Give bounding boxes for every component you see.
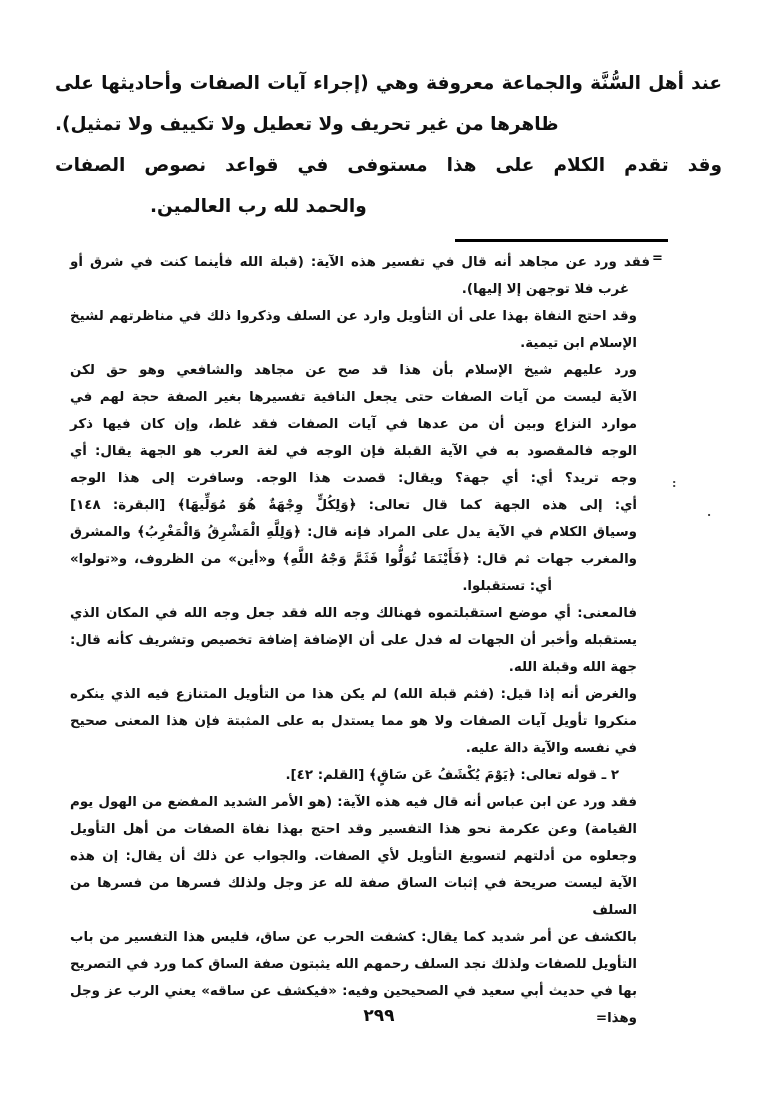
footnote-line: بالكشف عن أمر شديد كما يقال: كشفت الحرب عن ساق، فليس هذا التفسير من باب bbox=[70, 930, 637, 945]
footnote-continuation-marker: = bbox=[652, 251, 663, 266]
footnote-line: موارد النزاع وبين أن من عدها في آيات الصفات فقد غلط، وإن كان فيها ذكر bbox=[70, 417, 637, 432]
footnote-line: والغرض أنه إذا قيل: (فثم قبلة الله) لم يكن هذا من التأويل المتنازع فيه الذي ينكره bbox=[70, 687, 637, 702]
footnote-line: وسياق الكلام في الآية يدل على المراد فإنه قال: ﴿وَلِلَّهِ الْمَشْرِقُ وَالْمَغْرِبُ﴾ والمشرق bbox=[70, 525, 637, 540]
footnote-line: وجه تريد؟ أي: أي جهة؟ ويقال: قصدت هذا الوجه. وسافرت إلى هذا الوجه bbox=[70, 471, 637, 486]
footnote-line: فقد ورد عن ابن عباس أنه قال فيه هذه الآية: (هو الأمر الشديد المفضع من الهول يوم bbox=[70, 795, 637, 810]
footnote-line: الآية ليست من آيات الصفات حتى يجعل النافية تفسيرها بغير الصفة حجة لهم في bbox=[70, 390, 637, 405]
footnote-line: جهة الله وقبلة الله. bbox=[508, 660, 637, 675]
footnote-line: يستقبله وأخبر أن الجهات له فدل على أن الإضافة إضافة تخصيص وتشريف كأنه قال: bbox=[70, 633, 637, 648]
scan-artifact: . bbox=[707, 506, 712, 519]
footnote-line: أي: إلى هذه الجهة كما قال تعالى: ﴿وَلِكُلٍّ وِجْهَةٌ هُوَ مُوَلِّيهَا﴾ [البقرة: ١٤٨] bbox=[70, 498, 637, 513]
footnote-line: بها في حديث أبي سعيد في الصحيحين وفيه: «فيكشف عن ساقه» يعني الرب عز وجل وهذا= bbox=[70, 984, 637, 1026]
footnote-line: الآية ليست صريحة في إثبات الساق صفة لله عز وجل ولذلك فسرها من فسرها من السلف bbox=[70, 876, 637, 918]
body-text-line: ظاهرها من غير تحريف ولا تعطيل ولا تكييف ولا تمثيل). bbox=[55, 114, 559, 135]
footnote-line: الوجه فالمقصود به في الآية القبلة فإن الوجه في لغة العرب هو الجهة يقال: أي bbox=[70, 444, 637, 459]
body-text-block bbox=[55, 63, 722, 227]
footnote-line: فقد ورد عن مجاهد أنه قال في تفسير هذه الآية: (قبلة الله فأينما كنت في شرق أو bbox=[70, 255, 650, 270]
footnote-line: في نفسه والآية دالة عليه. bbox=[465, 741, 637, 756]
footnote-line: الإسلام ابن تيمية. bbox=[520, 336, 637, 351]
footnote-line: ٢ ـ قوله تعالى: ﴿يَوْمَ يُكْشَفُ عَن سَاقٍ﴾ [القلم: ٤٢]. bbox=[285, 768, 619, 783]
scan-artifact: : bbox=[672, 477, 677, 490]
footnote-line: والمغرب جهات ثم قال: ﴿فَأَيْنَمَا تُوَلُّوا فَثَمَّ وَجْهُ اللَّهِ﴾ و«أين» من الظروف، و«تولوا» bbox=[70, 552, 637, 567]
footnote-line: منكروا تأويل آيات الصفات ولا هو مما يستدل به على المثبتة فإن هذا المعنى صحيح bbox=[70, 714, 637, 729]
footnote-line: غرب فلا توجهن إلا إليها). bbox=[461, 282, 629, 297]
footnote-line: التأويل للصفات ولذلك نجد السلف رحمهم الله يثبتون صفة الساق كما ورد في التصريح bbox=[70, 957, 637, 972]
footnote-block bbox=[70, 249, 650, 1032]
footnote-line: ورد عليهم شيخ الإسلام بأن هذا قد صح عن مجاهد والشافعي وهو حق لكن bbox=[70, 363, 637, 378]
footnote-line: أي: تستقبلوا. bbox=[462, 579, 552, 594]
body-text-line: عند أهل السُّنَّة والجماعة معروفة وهي (إجراء آيات الصفات وأحاديثها على bbox=[55, 73, 722, 94]
footnote-line: وقد احتج النفاة بهذا على أن التأويل وارد عن السلف وذكروا ذلك في مناظرتهم لشيخ bbox=[70, 309, 637, 324]
body-text-line: وقد تقدم الكلام على هذا مستوفى في قواعد نصوص الصفات bbox=[55, 155, 722, 176]
body-text-line: والحمد لله رب العالمين. bbox=[150, 196, 367, 217]
footnote-separator-rule bbox=[455, 239, 668, 242]
footnote-line: فالمعنى: أي موضع استقبلتموه فهنالك وجه الله فقد جعل وجه الله في المكان الذي bbox=[70, 606, 637, 621]
footnote-line: القيامة) وعن عكرمة نحو هذا التفسير وقد احتج بهذا نفاة الصفات من أهل التأويل bbox=[70, 822, 637, 837]
page-number: ٢٩٩ bbox=[363, 1006, 395, 1026]
footnote-line: وجعلوه من أدلتهم لتسويغ التأويل لأي الصفات. والجواب عن ذلك أن يقال: إن هذه bbox=[70, 849, 637, 864]
